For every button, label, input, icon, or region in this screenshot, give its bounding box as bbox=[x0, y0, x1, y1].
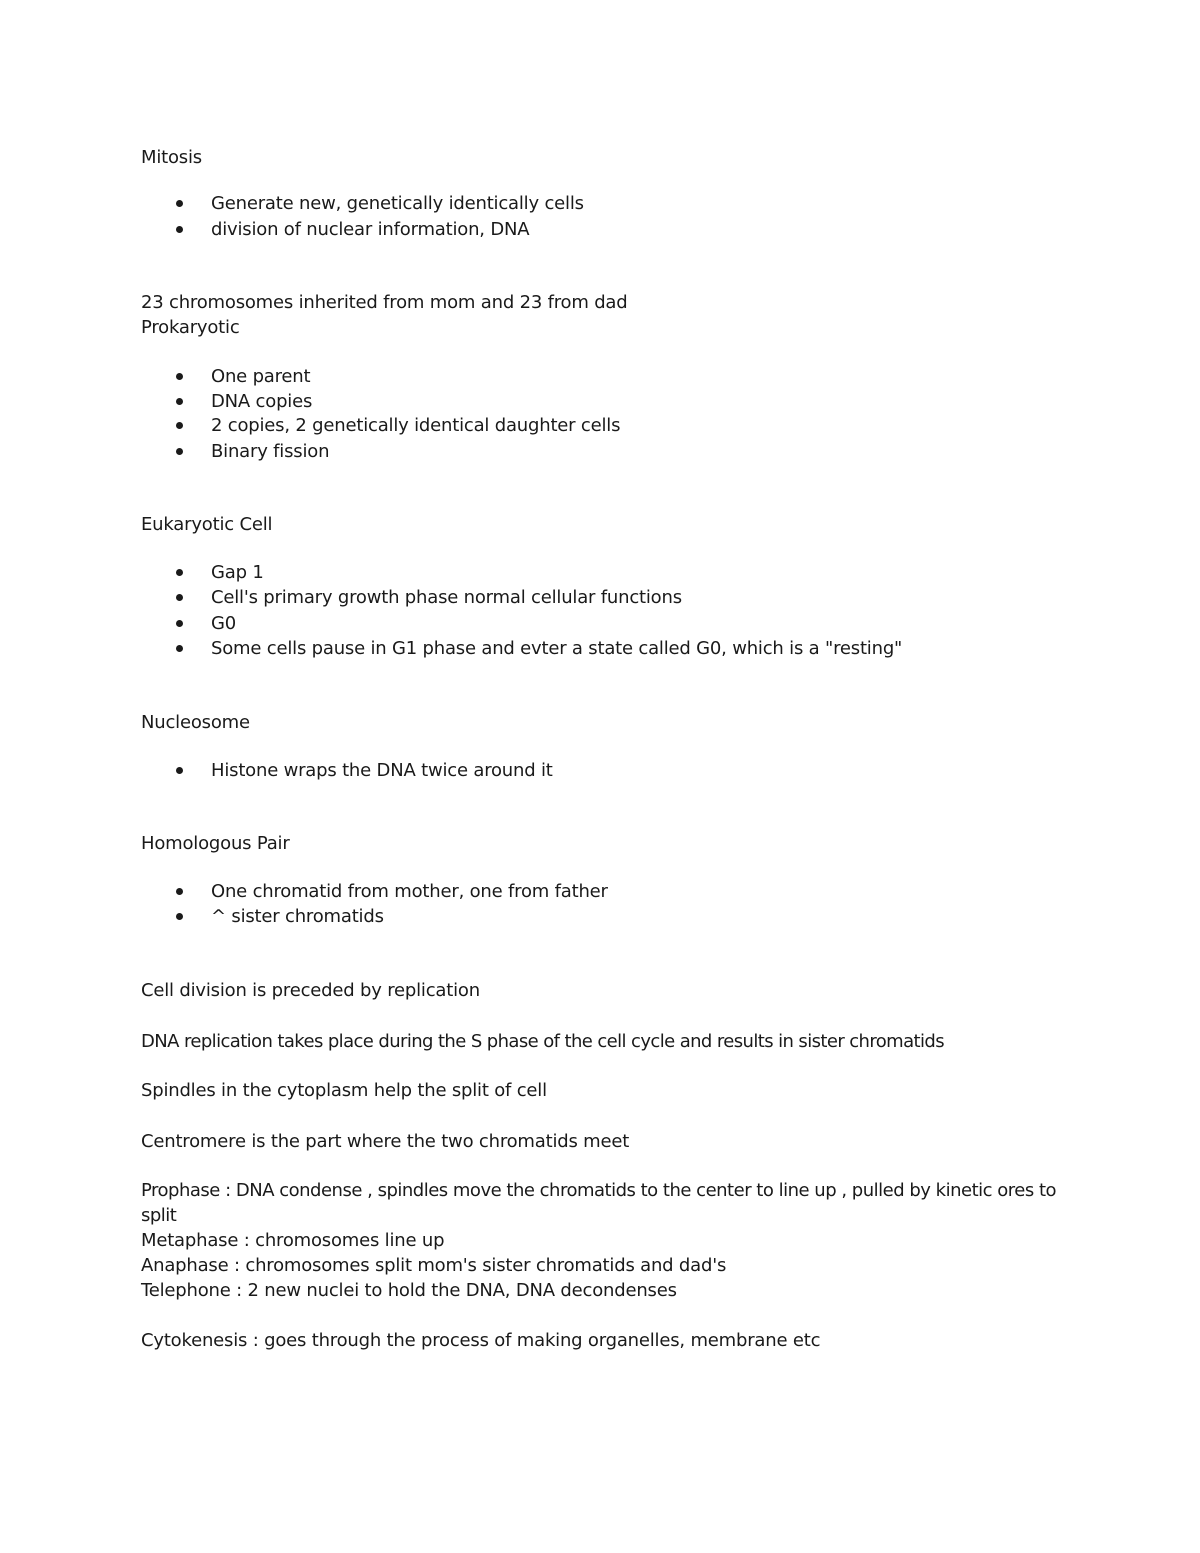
bullet-icon bbox=[176, 767, 183, 774]
paragraph: DNA replication takes place during the S phase of the cell cycle and results in sister chromatids bbox=[141, 1031, 944, 1052]
paragraph: Centromere is the part where the two chromatids meet bbox=[141, 1131, 630, 1152]
bullet-icon bbox=[176, 398, 183, 405]
heading-mitosis: Mitosis bbox=[141, 147, 202, 168]
paragraph: Cell division is preceded by replication bbox=[141, 980, 480, 1001]
document-page: Mitosis Generate new, genetically identically cells division of nuclear information, DNA 23 chromosomes inherited from mom and 23 from dad Prokaryotic One parent DNA copies 2 copies, 2 genetically identical daughter cells Binary fission Eukaryotic Cell Gap 1 Cell's primary growth phase normal cellular functions G0 Some cells pause in G1 phase and evter a state called G0, which is a "resting" Nucleosome Histone wraps the DNA twice around it Homologous Pair One chromatid from mother, one from father ^ sister chromatids Cell division is preceded by replication DNA replication takes place during the S phase of the cell cycle and results in sister chromatids Spindles in the cytoplasm help the split of cell Centromere is the part where the two chromatids meet Prophase : DNA condense , spindles move the chromatids to the center to line up , pulled by kinetic ores to split Metaphase : chromosomes line up Anaphase : chromosomes split mom's sister chromatids and dad's Telephone : 2 new nuclei to hold the DNA, DNA decondenses Cytokenesis : goes through the process of making organelles, membrane etc bbox=[0, 0, 1200, 1553]
bullet-icon bbox=[176, 448, 183, 455]
bullet-icon bbox=[176, 645, 183, 652]
bullet-icon bbox=[176, 888, 183, 895]
bullet-icon bbox=[176, 620, 183, 627]
heading-nucleosome: Nucleosome bbox=[141, 712, 250, 733]
bullet-icon bbox=[176, 200, 183, 207]
paragraph-cytokinesis: Cytokenesis : goes through the process of making organelles, membrane etc bbox=[141, 1330, 821, 1351]
bullet-icon bbox=[176, 226, 183, 233]
bullet-icon bbox=[176, 594, 183, 601]
text-line-chromosomes: 23 chromosomes inherited from mom and 23 from dad bbox=[141, 292, 628, 313]
bullet-icon bbox=[176, 373, 183, 380]
heading-prokaryotic: Prokaryotic bbox=[141, 317, 240, 338]
paragraph: Spindles in the cytoplasm help the split of cell bbox=[141, 1080, 547, 1101]
heading-homologous-pair: Homologous Pair bbox=[141, 833, 290, 854]
heading-eukaryotic-cell: Eukaryotic Cell bbox=[141, 514, 273, 535]
bullet-icon bbox=[176, 913, 183, 920]
bullet-icon bbox=[176, 569, 183, 576]
phase-prophase: Prophase : DNA condense , spindles move the chromatids to the center to line up , pulled by kinetic ores to split bbox=[141, 1180, 1057, 1226]
bullet-icon bbox=[176, 422, 183, 429]
phase-metaphase: Metaphase : chromosomes line up bbox=[141, 1230, 445, 1251]
phase-telophase: Telephone : 2 new nuclei to hold the DNA, DNA decondenses bbox=[141, 1280, 677, 1301]
phase-anaphase: Anaphase : chromosomes split mom's sister chromatids and dad's bbox=[141, 1255, 727, 1276]
